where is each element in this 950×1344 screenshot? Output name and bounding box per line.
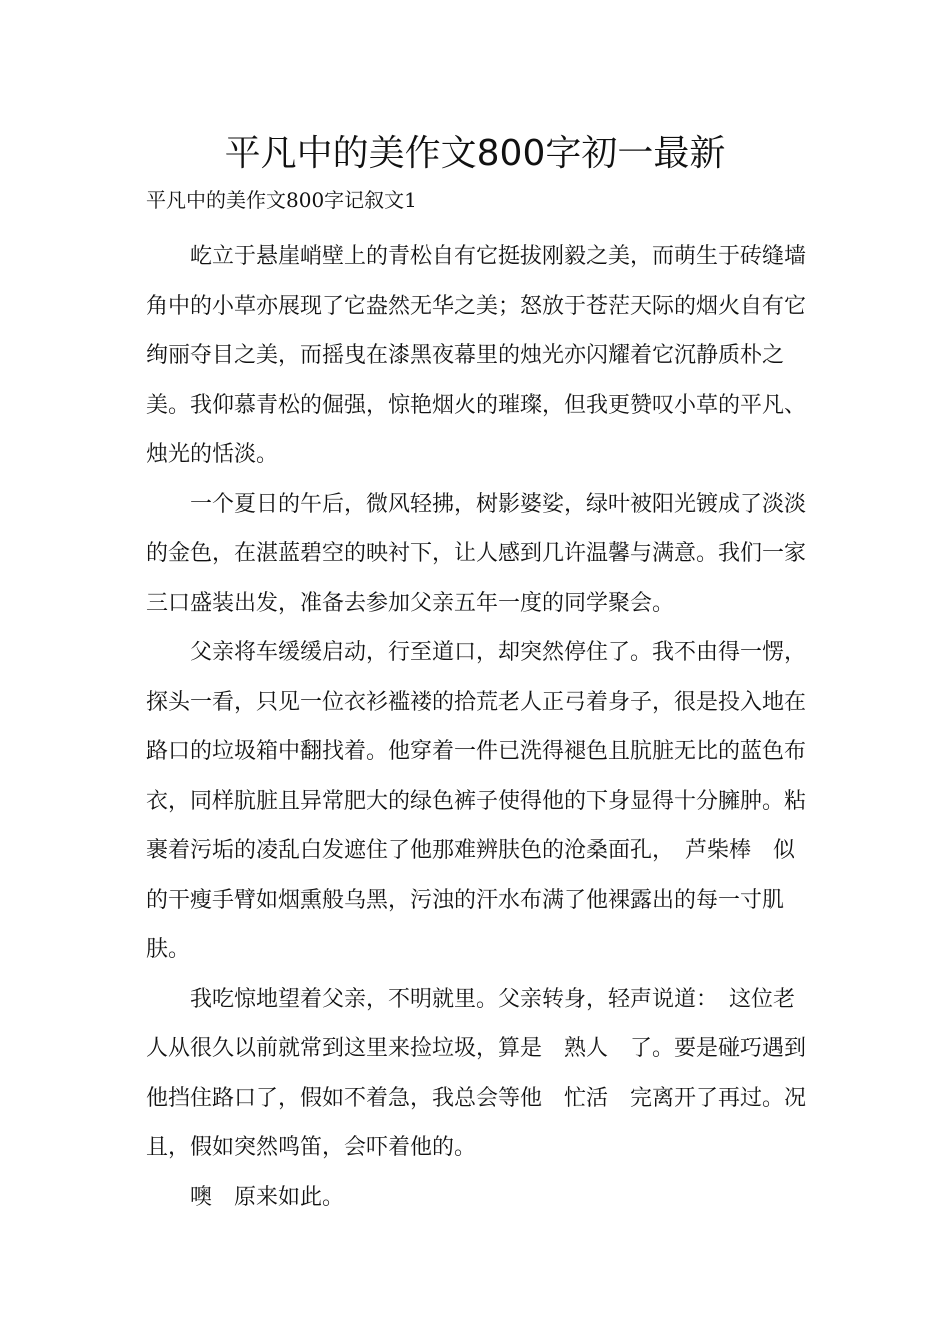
- document-body: [146, 232, 814, 1222]
- document-title: 平凡中的美作文800字初一最新: [224, 133, 726, 174]
- paragraph: 我吃惊地望着父亲，不明就里。父亲转身，轻声说道： 这位老人从很久以前就常到这里来捡垃圾，算是 熟人 了。要是碰巧遇到他挡住路口了，假如不着急，我总会等他 忙活 完离开了再过。况且，假如突然鸣笛，会吓着他的。: [146, 986, 807, 1160]
- paragraph: 一个夏日的午后，微风轻拂，树影婆娑，绿叶被阳光镀成了淡淡的金色，在湛蓝碧空的映衬下，让人感到几许温馨与满意。我们一家三口盛装出发，准备去参加父亲五年一度的同学聚会。: [146, 491, 807, 616]
- document-subtitle: 平凡中的美作文800字记叙文1: [146, 188, 417, 212]
- paragraph: 屹立于悬崖峭壁上的青松自有它挺拔刚毅之美，而萌生于砖缝墙角中的小草亦展现了它盎然无华之美；怒放于苍茫天际的烟火自有它绚丽夺目之美，而摇曳在漆黑夜幕里的烛光亦闪耀着它沉静质朴之美。我仰慕青松的倔强，惊艳烟火的璀璨，但我更赞叹小草的平凡、烛光的恬淡。: [146, 244, 807, 467]
- paragraph: 噢 原来如此。: [190, 1184, 345, 1210]
- paragraph: 父亲将车缓缓启动，行至道口，却突然停住了。我不由得一愣，探头一看，只见一位衣衫褴褛的拾荒老人正弓着身子，很是投入地在路口的垃圾箱中翻找着。他穿着一件已洗得褪色且肮脏无比的蓝色布衣，同样肮脏且异常肥大的绿色裤子使得他的下身显得十分臃肿。粘裹着污垢的凌乱白发遮住了他那难辨肤色的沧桑面孔， 芦柴棒 似的干瘦手臂如烟熏般乌黑，污浊的汗水布满了他裸露出的每一寸肌肤。: [146, 640, 807, 962]
